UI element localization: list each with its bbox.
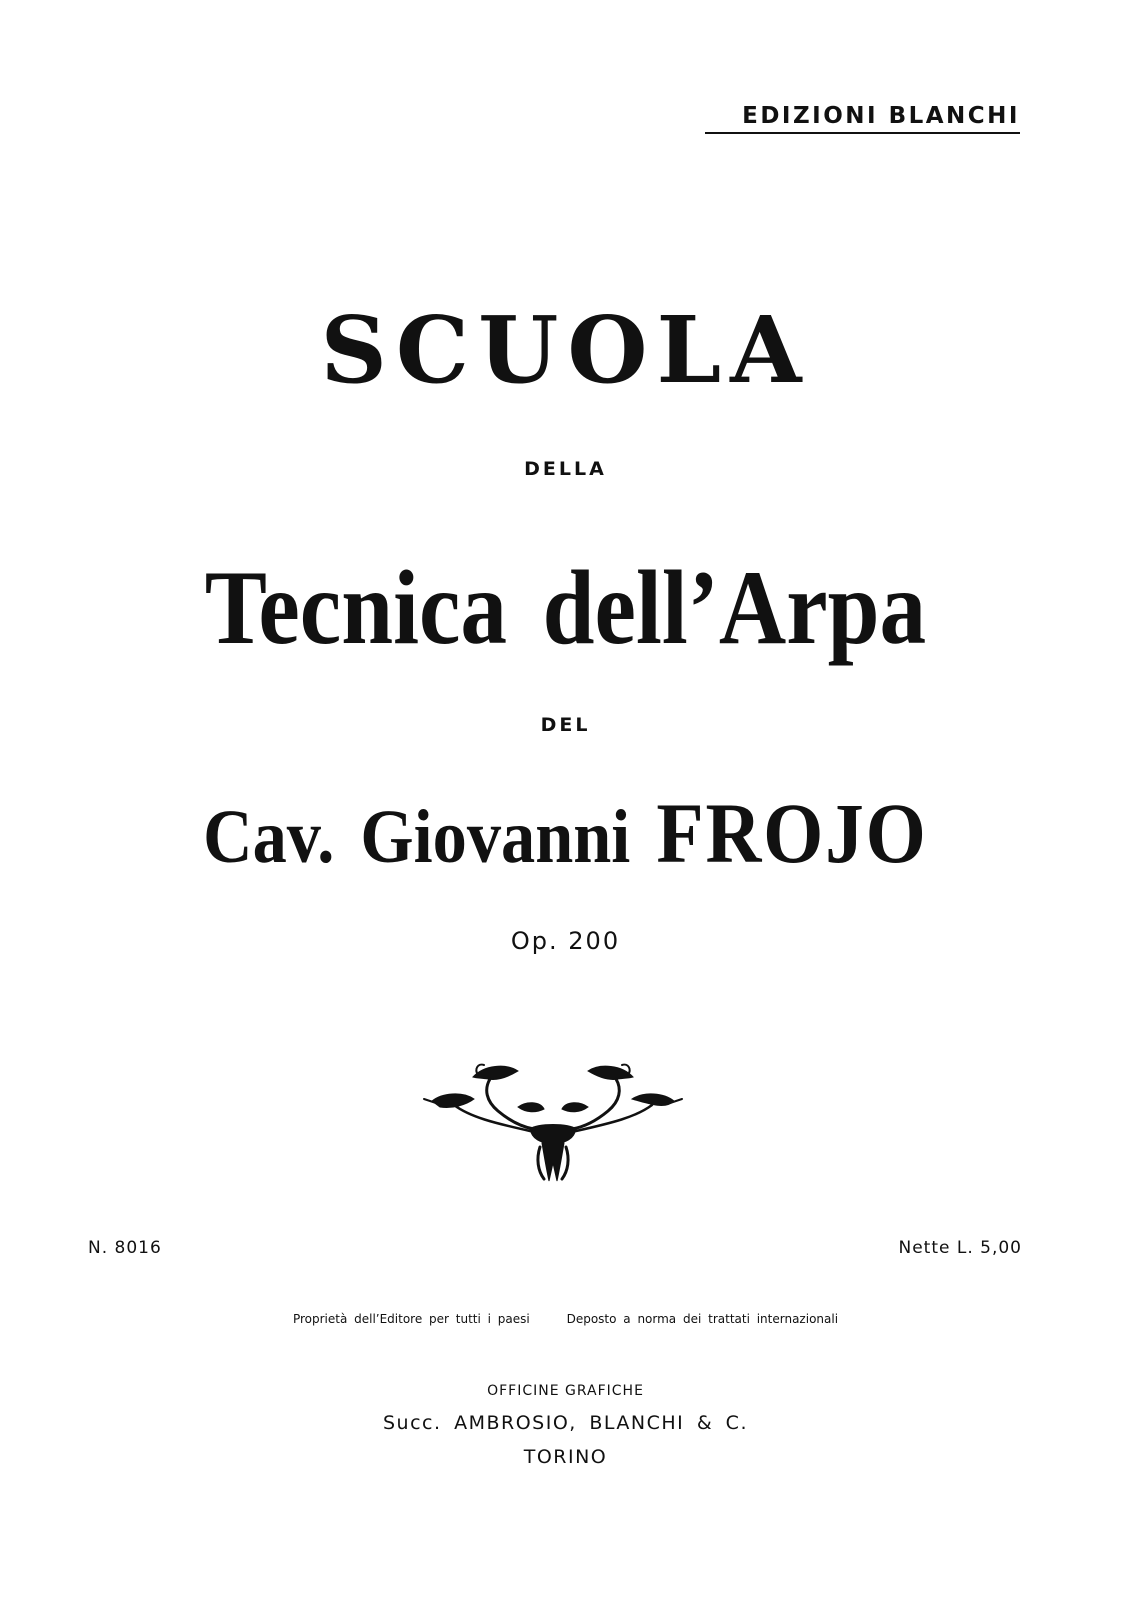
connector-della: DELLA bbox=[524, 458, 607, 480]
printer-city: TORINO bbox=[523, 1446, 608, 1468]
author-prefix: Cav. Giovanni bbox=[203, 795, 631, 879]
main-title: Tecnica dell’Arpa bbox=[204, 549, 927, 666]
rights-notice bbox=[0, 1312, 1131, 1326]
printer-label: OFFICINE GRAFICHE bbox=[487, 1383, 644, 1399]
price: Nette L. 5,00 bbox=[898, 1238, 1022, 1258]
opus-number: Op. 200 bbox=[510, 927, 621, 955]
publisher-underline bbox=[705, 132, 1020, 134]
rights-right: Deposto a norma dei trattati internazionali bbox=[566, 1312, 839, 1326]
rights-left: Proprietà dell’Editore per tutti i paesi bbox=[292, 1312, 530, 1326]
author-surname: FROJO bbox=[656, 785, 928, 881]
title-line-scuola: SCUOLA bbox=[320, 296, 811, 404]
publisher-name: EDIZIONI BLANCHI bbox=[742, 103, 1020, 129]
floral-ornament-icon bbox=[418, 1055, 688, 1195]
catalog-number: N. 8016 bbox=[88, 1238, 162, 1258]
connector-del: DEL bbox=[540, 714, 591, 736]
printer-name: Succ. AMBROSIO, BLANCHI & C. bbox=[383, 1412, 748, 1434]
author-name bbox=[57, 785, 1075, 882]
